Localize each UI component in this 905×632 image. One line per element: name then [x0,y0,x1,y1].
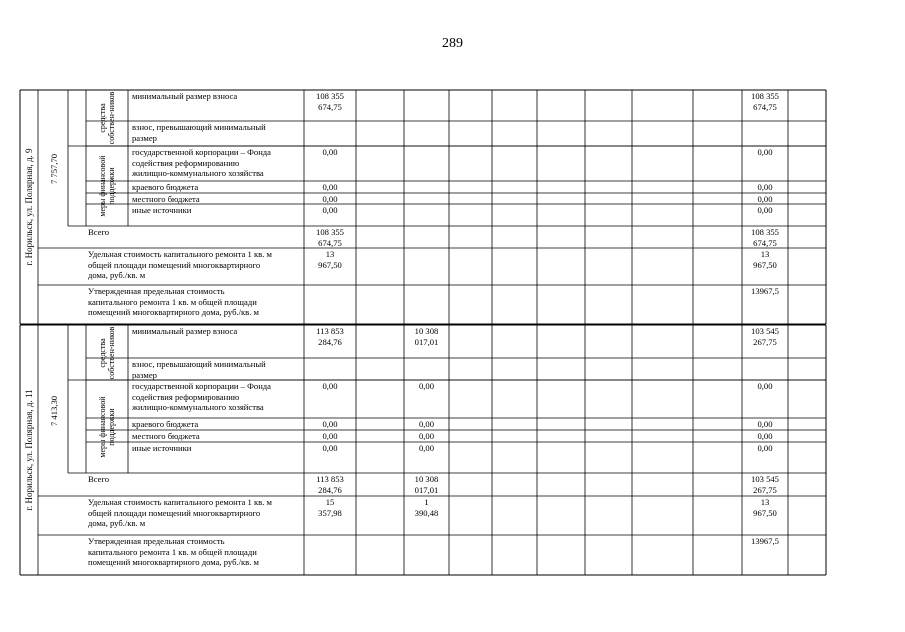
unit-cost-label: Удельная стоимость капитального ремонта 1 кв. м общей площади помещений многоквартирного дома, руб./кв. м [88,249,272,281]
value-cell: 1 390,48 [414,497,439,518]
group-financial-support: меры финансовой поддержки [98,395,116,458]
value-cell: 0,00 [322,182,338,192]
total-cell: 0,00 [757,419,773,429]
value-cell: 0,00 [418,443,435,453]
value-cell: 0,00 [322,194,338,204]
total-cell: 103 545 267,75 [751,326,779,347]
address-label: г. Норильск, ул. Полярная, д. 9 [24,148,34,266]
regional-budget-label: краевого бюджета [132,182,199,192]
value-cell: 0,00 [322,419,338,429]
total-cell: 0,00 [757,194,773,204]
regional-budget-label: краевого бюджета [132,419,199,429]
total-cell: 103 545 267,75 [751,474,779,495]
total-cell: 108 355 674,75 [751,227,779,248]
other-sources-label: иные источники [132,205,192,215]
group-owners-funds: средства собствен-ников [98,326,116,379]
contribution-min-label: минимальный размер взноса [132,326,238,336]
value-cell: 0,00 [322,431,338,441]
total-cell: 0,00 [757,205,773,215]
total-cell: 0,00 [757,443,773,453]
contribution-over-label: взнос, превышающий минимальный размер [132,122,266,143]
approved-limit-label: Утвержденная предельная стоимость капитального ремонта 1 кв. м общей площади помещений многоквартирного дома, руб./кв. м [88,536,259,568]
value-cell: 10 308 017,01 [414,474,439,495]
value-cell: 0,00 [322,381,338,391]
local-budget-label: местного бюджета [132,431,200,441]
total-label: Всего [88,227,110,237]
limit-cell: 13967,5 [751,286,779,296]
value-cell: 0,00 [418,431,435,441]
contribution-min-label: минимальный размер взноса [132,91,238,101]
group-owners-funds: средства собствен-ников [98,91,116,145]
approved-limit-label: Утвержденная предельная стоимость капитального ремонта 1 кв. м общей площади помещений многоквартирного дома, руб./кв. м [88,286,259,318]
address-label: г. Норильск, ул. Полярная, д. 11 [24,389,34,511]
total-cell: 108 355 674,75 [751,91,779,112]
value-cell: 13 967,50 [318,249,342,270]
value-cell: 0,00 [418,381,435,391]
total-cell: 0,00 [757,431,773,441]
total-cell: 13 967,50 [753,497,777,518]
value-cell: 0,00 [322,205,338,215]
value-cell: 113 853 284,76 [316,474,344,495]
page-number: 289 [442,36,463,51]
total-cell: 13 967,50 [753,249,777,270]
total-cell: 0,00 [757,182,773,192]
group-financial-support: меры финансовой поддержки [98,155,116,217]
state-corp-fund-label: государственной корпорации – Фонда содействия реформированию жилищно-коммунального хозяйства [132,147,271,179]
value-cell: 15 357,98 [318,497,342,518]
value-cell: 10 308 017,01 [414,326,439,347]
area-value: 7 757,70 [49,153,59,185]
value-cell: 108 355 674,75 [316,227,344,248]
value-cell: 0,00 [322,147,338,157]
other-sources-label: иные источники [132,443,192,453]
unit-cost-label: Удельная стоимость капитального ремонта 1 кв. м общей площади помещений многоквартирного дома, руб./кв. м [88,497,272,529]
value-cell: 0,00 [322,443,338,453]
total-cell: 0,00 [757,147,773,157]
value-cell: 108 355 674,75 [316,91,344,112]
local-budget-label: местного бюджета [132,194,200,204]
value-cell: 113 853 284,76 [316,326,344,347]
area-value: 7 413,30 [49,395,59,426]
limit-cell: 13967,5 [751,536,779,546]
contribution-over-label: взнос, превышающий минимальный размер [132,359,266,380]
state-corp-fund-label: государственной корпорации – Фонда содействия реформированию жилищно-коммунального хозяйства [132,381,271,413]
value-cell: 0,00 [418,419,435,429]
total-cell: 0,00 [757,381,773,391]
total-label: Всего [88,474,110,484]
